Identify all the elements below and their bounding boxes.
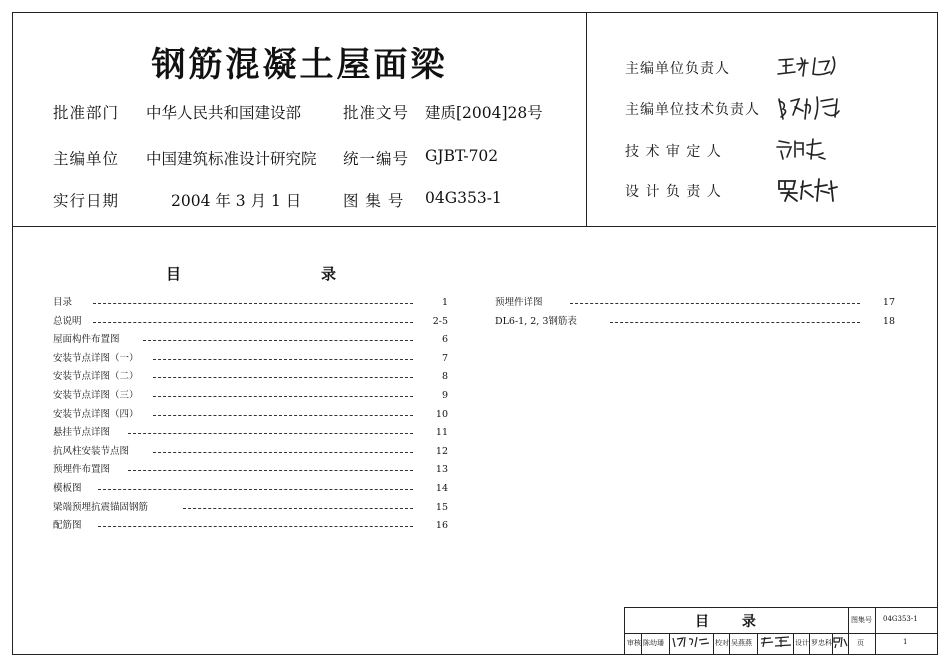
page-title: 钢筋混凝土屋面梁 [151, 45, 448, 85]
toc-entry-page: 18 [882, 315, 895, 327]
toc-entry-label: 屋面构件布置图 [53, 331, 126, 350]
leader-line [153, 359, 413, 360]
atlas-number-value: 04G353-1 [425, 189, 502, 207]
signature-luo [775, 175, 845, 205]
toc-entry [53, 387, 448, 406]
design-label: 设计 [795, 639, 809, 647]
effective-date-label: 实行日期 [53, 192, 120, 210]
editor-unit-value: 中国建筑标准设计研究院 [146, 150, 317, 168]
approval-dept-value: 中华人民共和国建设部 [146, 104, 302, 122]
title-block-divider [793, 633, 794, 654]
unified-number-label: 统一编号 [343, 150, 410, 168]
toc-entry-page: 17 [882, 297, 895, 308]
editor-unit-label: 主编单位 [53, 150, 120, 168]
toc-entry-label: 抗风柱安装节点图 [53, 443, 135, 462]
leader-line [128, 470, 413, 471]
page-value: 1 [903, 638, 908, 646]
toc-entry-label: 悬挂节点详图 [53, 424, 116, 443]
toc-entry-page: 2-5 [432, 315, 448, 327]
responsible-role: 主编单位技术负责人 [625, 102, 760, 118]
title-block-divider [625, 633, 937, 634]
review-signature [671, 635, 711, 651]
toc-entry-page: 10 [435, 408, 448, 420]
toc-entry [495, 294, 895, 313]
leader-line [153, 396, 413, 397]
toc-entry [53, 368, 448, 387]
toc-entry-label: 配筋图 [53, 517, 88, 536]
title-block-divider [875, 608, 876, 654]
leader-line [570, 303, 860, 304]
toc-entry [53, 313, 448, 332]
toc-entry-page: 14 [435, 482, 448, 494]
toc-entry [53, 517, 448, 536]
toc-entry [53, 443, 448, 462]
toc-entry-label: 目录 [53, 294, 78, 313]
atlas-number-label: 图 集 号 [343, 192, 405, 210]
drawing-sheet [12, 12, 938, 655]
title-block-divider [641, 633, 642, 654]
toc-title-char: 目 [166, 265, 182, 283]
approval-doc-value: 建质[2004]28号 [425, 104, 543, 122]
toc-entry [495, 313, 895, 332]
toc-entry-label: 总说明 [53, 313, 88, 332]
toc-entry-label: 安装节点详图（三） [53, 387, 145, 406]
toc-entry [53, 406, 448, 425]
toc-entry-label: 安装节点详图（一） [53, 350, 145, 369]
title-block-divider [757, 633, 758, 654]
approval-dept-label: 批准部门 [53, 104, 120, 122]
toc-entry-page: 8 [441, 371, 448, 383]
page-label: 页 [857, 639, 864, 647]
leader-line [153, 377, 413, 378]
leader-line [153, 415, 413, 416]
leader-line [93, 322, 413, 323]
toc-entry-label: DL6-1, 2, 3钢筋表 [495, 313, 583, 332]
toc-entry [53, 424, 448, 443]
toc-entry [53, 499, 448, 518]
toc-entry-page: 11 [435, 427, 448, 439]
title-block [624, 607, 937, 654]
toc-entry-label: 预埋件布置图 [53, 461, 116, 480]
effective-date-value: 2004 年 3 月 1 日 [171, 192, 302, 210]
toc-entry-page: 12 [435, 445, 448, 457]
toc-right-column [495, 294, 895, 331]
toc-entry [53, 480, 448, 499]
leader-line [93, 303, 413, 304]
toc-entry [53, 461, 448, 480]
toc-entry [53, 350, 448, 369]
toc-entry-label: 预埋件详图 [495, 294, 549, 313]
leader-line [128, 433, 413, 434]
toc-entry-page: 7 [441, 352, 448, 364]
check-label: 校对 [715, 639, 729, 647]
title-block-title: 目 录 [695, 614, 770, 630]
signature-chen [775, 93, 850, 123]
responsible-role: 主编单位负责人 [625, 61, 730, 77]
check-signature [759, 635, 793, 651]
responsible-role: 设 计 负 责 人 [625, 184, 722, 200]
review-label: 审核 [627, 639, 641, 647]
title-block-divider [669, 633, 670, 654]
toc-entry-page: 13 [435, 464, 448, 476]
atlas-label: 图集号 [851, 616, 872, 624]
toc-entry-label: 梁端预埋抗震锚固钢筋 [53, 499, 154, 518]
responsibility-panel [587, 13, 936, 226]
design-name: 罗忠科 [811, 639, 832, 647]
signature-wang [775, 52, 845, 80]
title-block-divider [809, 633, 810, 654]
toc-entry-label: 安装节点详图（二） [53, 368, 145, 387]
toc-entry [53, 331, 448, 350]
header-info-panel [13, 13, 587, 226]
toc-title-char: 录 [321, 265, 337, 283]
leader-line [153, 452, 413, 453]
signature-zeng [775, 135, 835, 163]
toc-left-column [53, 294, 448, 536]
title-block-divider [713, 633, 714, 654]
toc-entry-page: 6 [441, 334, 448, 346]
leader-line [610, 322, 860, 323]
leader-line [183, 508, 413, 509]
leader-line [98, 489, 413, 490]
review-name: 陈幼璠 [643, 639, 664, 647]
toc-entry-page: 15 [435, 501, 448, 513]
design-signature [833, 635, 848, 651]
approval-doc-label: 批准文号 [343, 104, 410, 122]
toc-entry-label: 模板图 [53, 480, 88, 499]
toc-entry [53, 294, 448, 313]
leader-line [98, 526, 413, 527]
title-block-divider [729, 633, 730, 654]
unified-number-value: GJBT-702 [425, 147, 499, 165]
responsible-role: 技 术 审 定 人 [625, 144, 722, 160]
toc-entry-page: 16 [435, 520, 448, 532]
toc-entry-label: 安装节点详图（四） [53, 406, 145, 425]
title-block-divider [848, 608, 849, 654]
toc-entry-page: 1 [441, 297, 448, 308]
toc-entry-page: 9 [441, 389, 448, 401]
check-name: 吴燕燕 [731, 639, 752, 647]
leader-line [143, 340, 413, 341]
sheet-header [13, 13, 936, 227]
atlas-value: 04G353-1 [883, 615, 918, 623]
